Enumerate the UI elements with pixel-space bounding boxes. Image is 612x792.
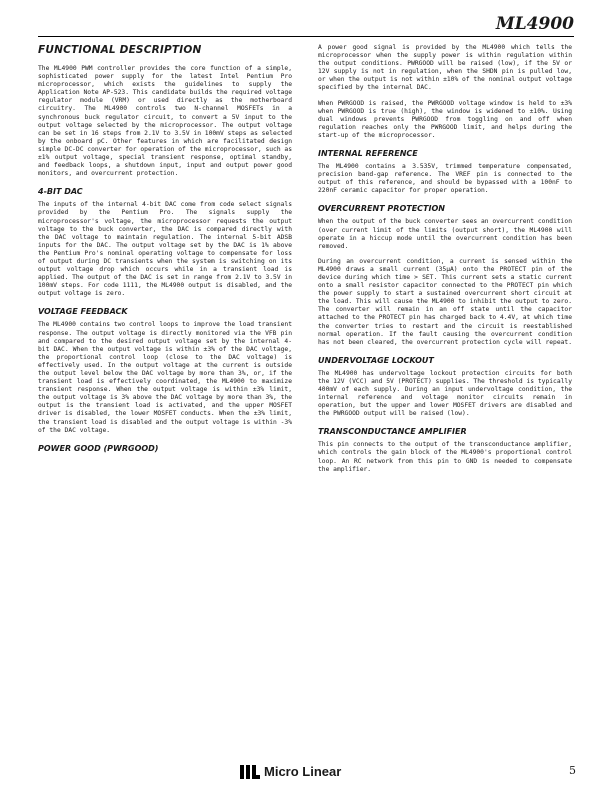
section-title-functional-description: FUNCTIONAL DESCRIPTION [38,44,202,56]
section-title-dac: 4-BIT DAC [38,187,83,197]
power-good-paragraph-2: When PWRGOOD is raised, the PWRGOOD voltage window is held to ±3% when PWRGOOD is true (high), the window is widened to ±10%. Using dual windows prevents PWRGOOD from toggling on and off when regulation reaches only the PWRGOOD limit, and helps during the start-up of the microprocessor. [318,99,572,139]
section-title-internal-reference: INTERNAL REFERENCE [318,149,418,159]
intro-paragraph: The ML4900 PWM controller provides the core function of a simple, sophisticated power supply for the latest Intel Pentium Pro microprocessor, which exists the guidelines to supply the Application Note AP-523. This candidate builds the required voltage regulator module (VRM) or used directly as the motherboard circuitry. The ML4900 controls two N-channel MOSFETs in a synchronous buck regulator circuit, to convert a 5V input to the output voltage selected by the microprocessor. The output voltage can be set in 16 steps from 2.1V to 3.5V in 100mV steps as selected by the onboard pC. Other features in which are facilitated design simple DC-DC converter for operation of the microprocessor, such as ±1% output voltage, special transient response, optimal standby, and feedback loops, a shutdown input, input and output power good monitors, and overcurrent protection. [38,65,293,178]
left-column [38,44,292,458]
logo-mark-icon [240,765,260,779]
transconductance-paragraph: This pin connects to the output of the transconductance amplifier, which controls the gain block of the ML4900's proportional control loop. An RC network from this pin to GND is needed to compensate the amplifier. [318,441,572,473]
section-title-undervoltage: UNDERVOLTAGE LOCKOUT [318,355,434,365]
voltage-feedback-paragraph: The ML4900 contains two control loops to improve the load transient response. The output voltage is directly monitored via the VFB pin and compared to the desired output voltage set by the internal 4-bit DAC. When the output voltage is within ±3% of the DAC voltage, the proportional control loop (close to the DAC voltage) is effectively used. In the output voltage at the current is outside the output level below the DAC voltage by more than 3%, or, if the transient load is effectively coordinated, the ML4900 to maximize transient response. When the output voltage is within ±3% limit, the output voltage is 3% above the DAC voltage by more than 3%, the output is the transient load is activated, and the upper MOSFET driver is disabled, the lower MOSFET conducts. When the ±3% limit, the transient load is disabled and the output voltage is within -3% of the DAC voltage. [38,321,293,434]
part-number: ML4900 [495,14,574,34]
internal-reference-paragraph: The ML4900 contains a 3.535V, trimmed temperature compensated, precision band-gap reference. The VREF pin is connected to the output of this reference, and should be bypassed with a 100nF to 220nF ceramic capacitor for proper operation. [318,163,572,195]
power-good-paragraph-1: A power good signal is provided by the ML4900 which tells the microprocessor when the supply power is within regulation within the output conditions. PWRGOOD will be raised (low), if the 5V or 12V supply is not in regulation, when the SHDN pin is pulled low, or when the output is not within ±10% of the nominal output voltage specified by the internal DAC. [318,44,573,92]
right-column [318,44,572,481]
company-logo [240,764,341,779]
overcurrent-paragraph-1: When the output of the buck converter sees an overcurrent condition (over current limit of the limits (output short), the ML4900 will operate in a hiccup mode until the overcurrent condition has been removed. [318,218,573,250]
undervoltage-paragraph: The ML4900 has undervoltage lockout protection circuits for both the 12V (VCC) and 5V (PROTECT) supplies. The threshold is typically 400mV of each supply. During an input undervoltage condition, the internal reference and voltage monitor circuits remain in operation, but the upper and lower MOSFET drivers are disabled and the PWRGOOD output will be raised (low). [318,369,573,418]
header-rule [38,36,574,37]
page-number: 5 [569,764,576,777]
company-name: Micro Linear [264,764,342,779]
section-title-transconductance: TRANSCONDUCTANCE AMPLIFIER [318,427,467,437]
section-title-voltage-feedback: VOLTAGE FEEDBACK [38,307,128,317]
dac-paragraph: The inputs of the internal 4-bit DAC come from code select signals provided by the Pentium Pro. The signals supply the microprocessor's voltage, the microprocessor requests the output voltage to the buck converter, the DAC is compared directly with the DAC voltage to maintain regulation. The internal 5-bit ADSB inputs for the DAC. The output voltage set by the DAC is 1% above the Pentium Pro's nominal operating voltage to compensate for loss of output during DC transients when the system is switching on its output voltage drop which occurs while in a transient load is applied. The output of the DAC is set in range from 2.1V to 3.5V in 100mV steps. For code 1111, the ML4900 output is disabled, and the output voltage is zero. [38,201,293,298]
overcurrent-paragraph-2: During an overcurrent condition, a current is sensed within the ML4900 draws a small current (35μA) onto the PROTECT pin of the device during which time > SET. This current sets a static current onto a small resistor capacitor connected to the PROTECT pin which the power supply to start a sustained overcurrent short circuit at the load. This will cause the ML4900 to inhibit the output to zero. The converter will remain in an off state until the capacitor attached to the PROTECT pin has charged back to 4.4V, at which time the converter tries to restart and the circuit is reestablished normal operation. If the fault causing the overcurrent condition has not been cleared, the overcurrent protection cycle will repeat. [318,257,573,346]
section-title-power-good: POWER GOOD (PWRGOOD) [38,443,159,453]
section-title-overcurrent: OVERCURRENT PROTECTION [318,204,445,214]
